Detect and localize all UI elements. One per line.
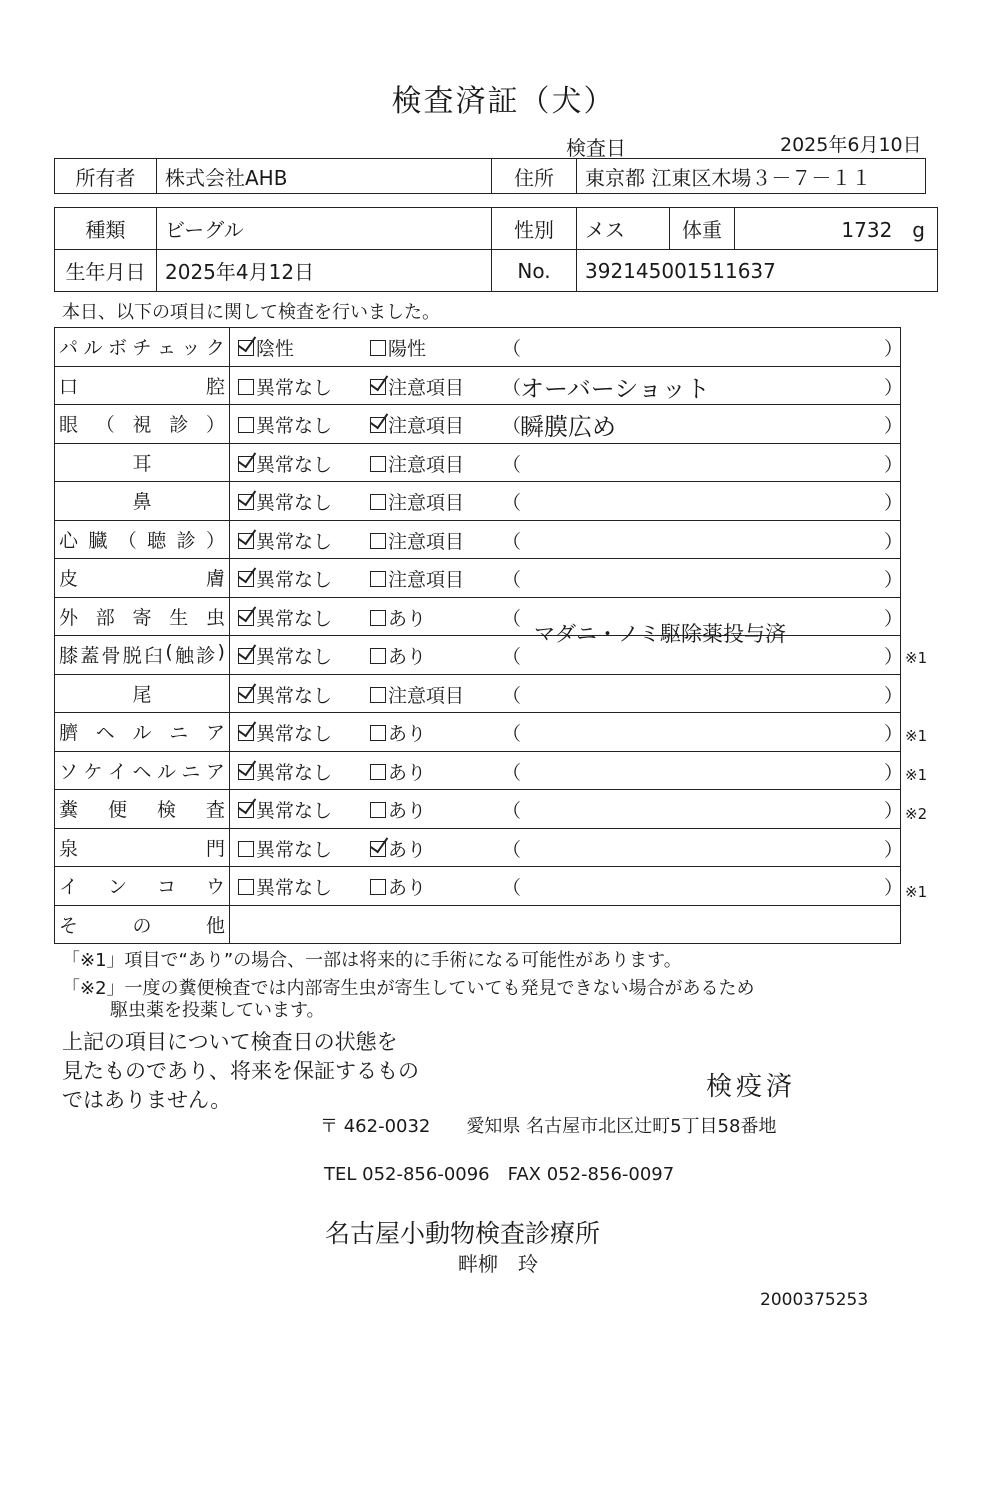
checkbox-icon[interactable]: [370, 687, 386, 703]
check-item-text: 臍 ヘ ル ニ ア: [59, 722, 225, 745]
note-open-paren: （: [502, 453, 522, 476]
check-options: [230, 597, 904, 646]
check-row: [55, 828, 901, 867]
footnote-mark: ※1: [905, 727, 928, 745]
no-label: No.: [492, 250, 577, 292]
note-open-paren: （: [502, 684, 522, 707]
check-row: [55, 867, 901, 906]
footnote-mark: ※1: [905, 649, 928, 668]
option-2: [370, 527, 464, 554]
note-close-paren: ）: [884, 569, 904, 591]
checkbox-icon[interactable]: [370, 571, 386, 587]
option-2: [370, 373, 464, 400]
checkbox-icon[interactable]: [370, 764, 386, 780]
check-item-label: [55, 520, 230, 559]
note-open-paren: （: [502, 838, 522, 861]
note-open-paren: （: [502, 376, 522, 399]
footnote-1: 「※1」項目で“あり”の場合、一部は将来的に手術になる可能性があります。: [62, 950, 682, 971]
no-value: 392145001511637: [577, 250, 938, 292]
check-options: [230, 713, 904, 752]
option-1-label: 異常なし: [256, 607, 333, 630]
option-1: [238, 796, 332, 823]
clinic-name: 名古屋小動物検査診療所: [325, 1219, 601, 1248]
checked-box-icon[interactable]: [238, 725, 254, 741]
check-row: [55, 366, 901, 405]
checkbox-icon[interactable]: [370, 879, 386, 895]
option-2: [370, 450, 464, 477]
option-1: [238, 565, 332, 592]
checked-box-icon[interactable]: [370, 841, 386, 857]
option-2-label: 注意項目: [388, 530, 465, 553]
check-item-label: [55, 674, 230, 713]
owner-label: 所有者: [55, 159, 157, 194]
checkbox-icon[interactable]: [370, 802, 386, 818]
option-1: [238, 488, 332, 515]
check-options: [230, 520, 904, 559]
note-close-paren: ）: [884, 492, 904, 514]
sex-label: 性別: [492, 208, 577, 250]
note-close-paren: ）: [884, 607, 904, 630]
option-2-label: あり: [388, 607, 427, 630]
note-open-paren: （: [502, 877, 522, 899]
disclaimer-line-2: 見たものであり、将来を保証するもの: [62, 1059, 419, 1083]
check-item-label: [55, 905, 230, 944]
birth-value: 2025年4月12日: [157, 250, 492, 292]
check-row: [55, 597, 901, 636]
check-options: [230, 559, 904, 598]
serial-number: 2000375253: [760, 1290, 869, 1310]
note-open-paren: （: [502, 723, 522, 745]
note-close-paren: ）: [884, 338, 904, 360]
checkbox-icon[interactable]: [370, 725, 386, 741]
page-title: 検査済証（犬）: [391, 84, 616, 119]
intro-text: 本日、以下の項目に関して検査を行いました。: [62, 302, 440, 323]
option-1-label: 異常なし: [256, 723, 333, 745]
disclaimer-line-1: 上記の項目について検査日の状態を: [62, 1030, 398, 1054]
option-2: [370, 835, 426, 862]
note-close-paren: ）: [884, 453, 904, 476]
footnote-2: 「※2」一度の糞便検査では内部寄生虫が寄生していても発見できない場合があるため: [62, 978, 755, 999]
check-item-text: 泉 門: [59, 837, 225, 860]
check-item-text: 外 部 寄 生 虫: [59, 606, 225, 629]
check-item-label: [55, 751, 230, 790]
option-2: [370, 681, 464, 708]
check-item-text: そ の 他: [59, 914, 225, 937]
pet-table: [54, 207, 938, 292]
check-item-label: [55, 328, 230, 367]
check-row: [55, 713, 901, 752]
check-options: [230, 366, 904, 405]
check-row: [55, 559, 901, 598]
check-row: [55, 674, 901, 713]
note-open-paren: （: [502, 338, 522, 360]
check-options: [230, 867, 904, 906]
note-close-paren: ）: [884, 376, 904, 399]
check-options: [230, 636, 904, 675]
option-1-label: 異常なし: [256, 453, 333, 476]
check-item-text: 心 臓 （ 聴 診 ）: [59, 529, 225, 552]
option-2-label: 注意項目: [388, 684, 465, 707]
option-1: [238, 334, 294, 361]
owner-value: 株式会社AHB: [157, 159, 492, 194]
option-2: [370, 642, 426, 669]
checked-box-icon[interactable]: [238, 571, 254, 587]
check-note: マダニ・ノミ駆除薬投与済: [534, 621, 786, 646]
option-2-label: 注意項目: [388, 569, 465, 591]
check-row: [55, 405, 901, 444]
disclaimer-line-3: ではありません。: [62, 1088, 232, 1112]
option-2: [370, 796, 426, 823]
check-row: [55, 520, 901, 559]
check-item-text: イ ン コ ウ: [59, 876, 225, 899]
option-2: [370, 565, 464, 592]
option-2-label: 注意項目: [388, 453, 465, 476]
option-1: [238, 873, 332, 900]
check-item-label: [55, 366, 230, 405]
checkbox-icon[interactable]: [370, 533, 386, 549]
check-item-text: 尾: [132, 683, 152, 706]
check-item-label: [55, 443, 230, 482]
check-options: [230, 328, 904, 367]
option-1-label: 異常なし: [256, 838, 333, 861]
option-2: [370, 488, 464, 515]
option-1-label: 異常なし: [256, 877, 333, 899]
option-1: [238, 681, 332, 708]
option-2-label: あり: [388, 877, 427, 899]
checked-box-icon[interactable]: [370, 379, 386, 395]
check-note: 瞬膜広め: [520, 413, 616, 441]
check-item-text: 鼻: [132, 491, 152, 514]
checkbox-icon[interactable]: [370, 648, 386, 664]
checkbox-icon[interactable]: [370, 494, 386, 510]
option-2-label: あり: [388, 838, 427, 861]
option-1: [238, 642, 332, 669]
option-1-label: 異常なし: [256, 376, 333, 399]
check-table: [54, 327, 904, 944]
option-2-label: 注意項目: [388, 376, 465, 399]
check-row: [55, 751, 901, 790]
option-1: [238, 835, 332, 862]
option-2-label: あり: [388, 723, 427, 745]
check-item-label: [55, 828, 230, 867]
checkbox-icon[interactable]: [238, 841, 254, 857]
option-2: [370, 719, 426, 746]
checked-box-icon[interactable]: [238, 802, 254, 818]
checked-box-icon[interactable]: [238, 764, 254, 780]
option-1-label: 異常なし: [256, 646, 333, 668]
check-note: オーバーショット: [520, 374, 710, 403]
weight-value: 1732 g: [735, 208, 938, 250]
disclaimer: [62, 1028, 442, 1115]
option-1-label: 異常なし: [256, 492, 333, 514]
check-row: [55, 905, 901, 944]
checked-box-icon[interactable]: [238, 648, 254, 664]
option-1: [238, 604, 332, 631]
check-row: [55, 328, 901, 367]
check-item-text: 膝 蓋 骨 脱 臼 ( 触 診 ): [59, 641, 225, 668]
option-1-label: 異常なし: [256, 530, 333, 553]
note-open-paren: （: [502, 569, 522, 591]
note-close-paren: ）: [884, 684, 904, 707]
check-options: [230, 674, 904, 713]
footnote-mark: ※1: [905, 882, 928, 901]
checkbox-icon[interactable]: [370, 610, 386, 626]
option-2-label: 注意項目: [388, 492, 465, 514]
checked-box-icon[interactable]: [238, 533, 254, 549]
check-options: [230, 482, 904, 521]
checked-box-icon[interactable]: [238, 456, 254, 472]
check-item-label: [55, 636, 230, 675]
option-1: [238, 373, 332, 400]
note-close-paren: ）: [884, 877, 904, 899]
check-item-label: [55, 482, 230, 521]
owner-table: [54, 158, 926, 194]
option-1: [238, 411, 332, 438]
checkbox-icon[interactable]: [238, 379, 254, 395]
note-open-paren: （: [502, 800, 522, 822]
check-item-text: ソ ケ イ ヘ ル ニ ア: [59, 760, 225, 783]
checked-box-icon[interactable]: [238, 494, 254, 510]
check-item-text: 眼 （ 視 診 ）: [59, 414, 225, 437]
note-close-paren: ）: [884, 800, 904, 822]
check-options: [230, 751, 904, 790]
breed-label: 種類: [55, 208, 157, 250]
option-2-label: あり: [388, 646, 427, 668]
check-item-label: [55, 713, 230, 752]
check-row: [55, 636, 901, 675]
address-label: 住所: [492, 159, 577, 194]
footnote-2-continued: 駆虫薬を投薬しています。: [110, 1000, 325, 1021]
option-2-label: あり: [388, 761, 427, 784]
footnote-mark: ※2: [905, 804, 928, 823]
check-item-label: [55, 559, 230, 598]
checked-box-icon[interactable]: [238, 340, 254, 356]
note-close-paren: ）: [884, 530, 904, 553]
sex-value: メス: [577, 208, 670, 250]
option-1-label: 異常なし: [256, 569, 333, 591]
check-item-label: [55, 790, 230, 829]
check-item-label: [55, 597, 230, 636]
checkbox-icon[interactable]: [370, 456, 386, 472]
option-2-label: あり: [388, 800, 427, 822]
check-item-text: パ ル ボ チ ェ ッ ク: [59, 337, 225, 360]
check-item-text: 耳: [132, 452, 152, 475]
check-options: [230, 790, 904, 829]
checked-box-icon[interactable]: [370, 417, 386, 433]
option-1: [238, 450, 332, 477]
option-2: [370, 873, 426, 900]
option-2-label: 注意項目: [388, 415, 465, 437]
check-options: [230, 828, 904, 867]
footnote-mark: ※1: [905, 765, 928, 784]
option-1: [238, 758, 332, 785]
note-close-paren: ）: [884, 646, 904, 668]
note-close-paren: ）: [884, 761, 904, 784]
birth-label: 生年月日: [55, 250, 157, 292]
check-row: [55, 443, 901, 482]
note-open-paren: （: [502, 492, 522, 514]
check-item-text: 糞 便 検 査: [59, 799, 225, 822]
option-2: [370, 604, 426, 631]
option-2: [370, 758, 426, 785]
option-1-label: 異常なし: [256, 800, 333, 822]
note-close-paren: ）: [884, 838, 904, 861]
doctor-name: 畔柳 玲: [458, 1252, 538, 1276]
note-open-paren: （: [502, 761, 522, 784]
check-item-label: [55, 405, 230, 444]
checked-box-icon[interactable]: [238, 610, 254, 626]
check-options: [230, 905, 901, 944]
check-row: [55, 482, 901, 521]
option-1-label: 異常なし: [256, 415, 333, 437]
breed-value: ビーグル: [157, 208, 492, 250]
option-1: [238, 527, 332, 554]
check-options: [230, 443, 904, 482]
option-1-label: 異常なし: [256, 684, 333, 707]
option-2: [370, 334, 426, 361]
note-close-paren: ）: [884, 415, 904, 437]
note-close-paren: ）: [884, 723, 904, 745]
exam-date: 2025年6月10日: [780, 134, 922, 156]
clinic-address: 〒 462-0032 愛知県 名古屋市北区辻町5丁目58番地: [320, 1116, 777, 1137]
check-item-text: 口 腔: [59, 375, 225, 398]
note-open-paren: （: [502, 607, 522, 630]
option-2: [370, 411, 464, 438]
option-2-label: 陽性: [388, 338, 427, 360]
quarantine-stamp: 検疫済: [706, 1072, 797, 1102]
option-1: [238, 719, 332, 746]
address-value: 東京都 江東区木場３－７－１１: [577, 159, 926, 194]
weight-label: 体重: [670, 208, 735, 250]
check-row: [55, 790, 901, 829]
check-options: [230, 405, 904, 444]
checked-box-icon[interactable]: [238, 687, 254, 703]
note-open-paren: （: [502, 646, 522, 668]
exam-date-label: 検査日: [566, 136, 626, 160]
checkbox-icon[interactable]: [238, 879, 254, 895]
checkbox-icon[interactable]: [238, 417, 254, 433]
checkbox-icon[interactable]: [370, 340, 386, 356]
option-1-label: 異常なし: [256, 761, 333, 784]
note-open-paren: （: [502, 530, 522, 553]
check-item-text: 皮 膚: [59, 568, 225, 591]
note-open-paren: （: [502, 415, 522, 437]
option-1-label: 陰性: [256, 338, 295, 360]
check-item-label: [55, 867, 230, 906]
clinic-phone: TEL 052-856-0096 FAX 052-856-0097: [324, 1164, 675, 1185]
